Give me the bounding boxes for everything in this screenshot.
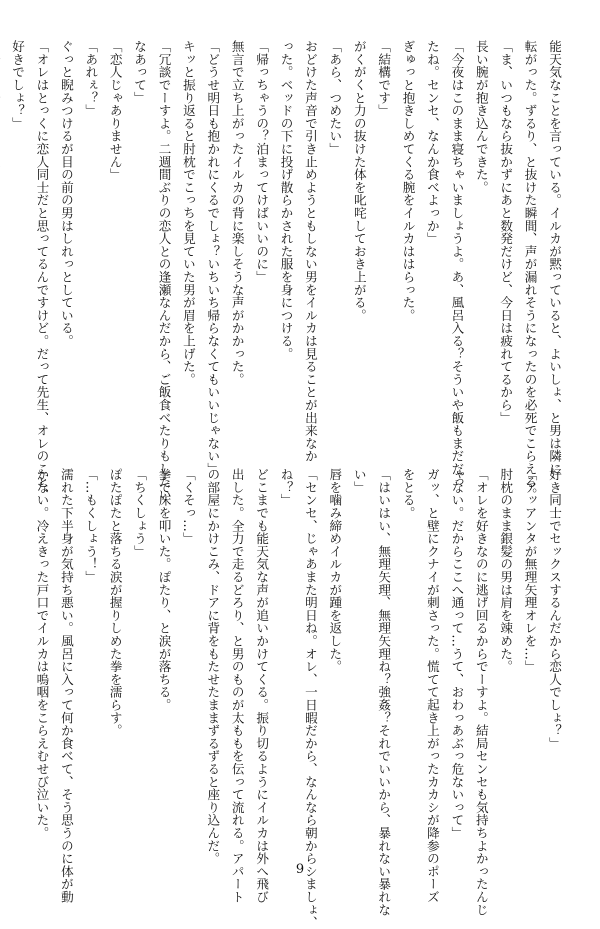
text-line: ね？」 [278,468,294,507]
text-line: ぐっと睨みつけるが目の前の男はしれっとしている。 [58,40,74,348]
text-line: い」 [351,468,367,494]
text-line: 肘枕のまま銀髪の男は肩を竦めた。 [498,468,514,673]
text-line: 「帰っちゃうの？泊まってけばいいのに」 [254,40,270,284]
text-line: がくがくと力の抜けた体を叱咤しておき上がる。 [351,40,367,322]
lower-text-block [30,468,566,929]
text-line: 「はいはい、無理矢理、無理矢理ね？強姦？それでいいから、暴れない暴れな [376,468,392,916]
text-line [0,40,5,428]
text-line: なあって」 [132,40,148,104]
text-line: の部屋にかけこみ、ドアに背をもたせたままずるずると座り込んだ。 [205,468,221,865]
text-line: 「センセ、じゃあまた明日ね。オレ、一日暇だから、なんなら朝からシましょ、 [302,468,318,929]
text-line: おどけた声音で引き止めようともしない男をイルカは見ることが出来なか [302,40,318,463]
text-line: 拳で床を叩いた。ぽたり、と涙が落ちる。 [156,468,172,712]
text-line: 「くそっ…」 [180,468,196,545]
text-line: 「今夜はこのまま寝ちゃいましょうよ。あ、風呂入る？そういや飯もまだだっ [449,40,465,488]
text-line: 能天気なことを言っている。イルカが黙っていると、よいしょ、と男は隣に [547,40,562,476]
text-line: キッと振り返ると肘枕でこっちを見ていた男が眉を上げた。 [180,40,196,386]
text-line: 唇を噛み締めイルカが踵を返した。 [327,468,343,673]
text-line: ガッ、と壁にクナイが刺さった。慌てて起き上がったカカシが降参のポーズ [424,468,440,904]
text-line: 「ま、いつもなら抜かずにあと数発だけど、今日は疲れてるから」 [498,40,514,424]
text-line: 「アッアンタが無理矢理オレを…」 [522,468,538,673]
text-line: 長い腕が抱き込んできた。 [473,40,489,194]
text-line: 好きでしょ？」 [10,40,26,130]
text-line: ゃない。だからここへ通って…うて、おわっあぶっ危ないって」 [449,468,465,840]
text-line: 「オレを好きなのに逃げ回るからでーすよ。結局センセも気持ちよかったんじ [473,468,489,916]
text-line: かない。冷えきった戸口でイルカは嗚咽をこらえむせび泣いた。 [34,468,50,840]
text-line: 転がった。ずるり、と抜けた瞬間、声が漏れそうになったのを必死でこらえる。 [522,40,538,501]
text-line: 好き同士でセックスするんだから恋人でしょ？」 [547,468,562,750]
text-line: ぎゅっと抱きしめてくる腕をイルカははらった。 [400,40,416,322]
text-line: 濡れた下半身が気持ち悪い。風呂に入って何か食べて、そう思うのに体が動 [58,468,74,904]
text-line: 「…もくしょう！」 [83,468,99,584]
text-line: 「ちくしょう」 [132,468,148,558]
text-line: どこまでも能天気な声が追いかけてくる。振り切るようにイルカは外へ飛び [254,468,270,904]
text-line: 「あら、つめたい」 [327,40,343,156]
page-number: 9 [295,862,305,877]
text-line: 「どうせ明日も抱かれにくるでしょ？いちいち帰らなくてもいいじゃない」 [205,40,221,476]
text-line: った。ベッドの下に投げ散らかされた服を身につける。 [278,40,294,360]
text-line: 「恋人じゃありません」 [107,40,123,181]
text-line: 「あれぇ？」 [83,40,99,117]
text-line: 「結構です」 [376,40,392,117]
text-line: 無言で立ち上がったイルカの背に楽しそうな声がかかった。 [229,40,245,386]
text-line: 「オレはとっくに恋人同士だと思ってるんですけど。だって先生、オレのこと、 [34,40,50,501]
text-line: たね。センセ、なんか食べよっか」 [424,40,440,245]
text-line: ぽたぽたと落ちる涙が握りしめた拳を濡らす。 [107,468,123,737]
text-line: 「冗談でーすよ。二週間ぶりの恋人との逢瀬なんだから、ご飯食べたりもしたい [156,40,172,501]
text-line: をとる。 [400,468,416,520]
text-line: 出した。全力で走るどろり、と男のものが太ももを伝って流れる。アパート [229,468,245,904]
